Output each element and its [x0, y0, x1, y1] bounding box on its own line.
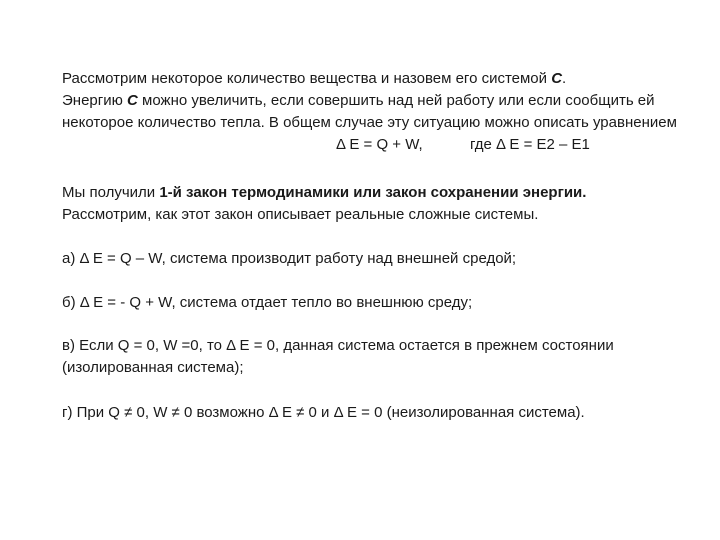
law-sentence: Рассмотрим, как этот закон описывает реальные сложные системы.	[62, 206, 539, 223]
equation-line	[62, 134, 692, 156]
intro-text-2: Энергию	[62, 92, 128, 109]
law-name: 1-й закон термодинамики или закон сохранении энергии.	[159, 184, 587, 201]
energy-equation-note: где Δ E = E2 – E1	[470, 136, 590, 153]
intro-text-3: можно увеличить, если совершить над ней работу или если сообщить ей некоторое количество тепла. В общем случае эту ситуацию можно описать уравнением	[62, 92, 677, 131]
case-b: б) Δ E = - Q + W, система отдает тепло во внешнюю среду;	[62, 294, 473, 311]
energy-equation: Δ E = Q + W,	[336, 136, 423, 153]
intro-text-1: Рассмотрим некоторое количество вещества и назовем его системой	[62, 70, 552, 87]
law-prefix: Мы получили	[62, 184, 160, 201]
system-symbol: С	[551, 70, 563, 87]
slide-content	[62, 68, 692, 424]
case-v: в) Если Q = 0, W =0, то Δ E = 0, данная система остается в прежнем состоянии (изолированная система);	[62, 337, 614, 376]
case-a: а) Δ E = Q – W, система производит работу над внешней средой;	[62, 250, 517, 267]
system-symbol-2: С	[127, 92, 138, 109]
case-g: г) При Q ≠ 0, W ≠ 0 возможно Δ E ≠ 0 и Δ E = 0 (неизолированная система).	[62, 404, 585, 421]
intro-text-1-end: .	[562, 70, 567, 87]
intro-paragraph	[62, 68, 692, 134]
law-paragraph	[62, 182, 692, 226]
